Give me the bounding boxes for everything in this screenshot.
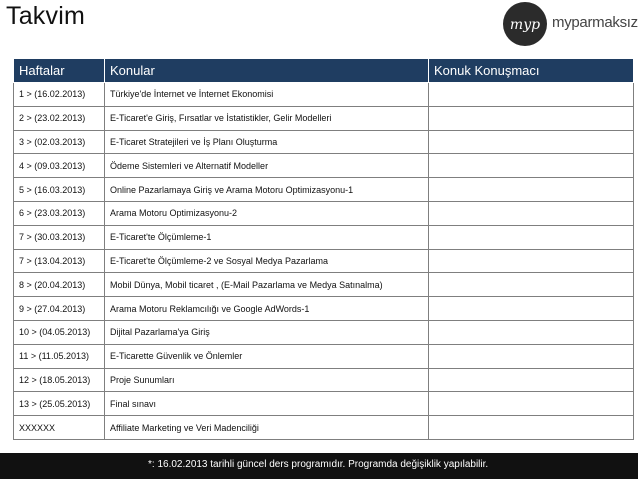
topic-cell: Ödeme Sistemleri ve Alternatif Modeller [105, 154, 429, 178]
topic-cell: Mobil Dünya, Mobil ticaret , (E-Mail Pazarlama ve Medya Satınalma) [105, 273, 429, 297]
guest-cell [429, 201, 634, 225]
guest-cell [429, 416, 634, 440]
week-cell: 4 > (09.03.2013) [14, 154, 105, 178]
page-title: Takvim [6, 2, 85, 30]
guest-cell [429, 130, 634, 154]
guest-cell [429, 225, 634, 249]
table-row [14, 368, 634, 392]
week-cell: 2 > (23.02.2013) [14, 106, 105, 130]
column-header-weeks: Haftalar [14, 59, 105, 83]
week-cell: 9 > (27.04.2013) [14, 297, 105, 321]
table-row [14, 416, 634, 440]
topic-cell: Arama Motoru Optimizasyonu-2 [105, 201, 429, 225]
week-cell: 6 > (23.03.2013) [14, 201, 105, 225]
table-row [14, 344, 634, 368]
topic-cell: Affiliate Marketing ve Veri Madenciliği [105, 416, 429, 440]
week-cell: 7 > (30.03.2013) [14, 225, 105, 249]
guest-cell [429, 368, 634, 392]
guest-cell [429, 178, 634, 202]
guest-cell [429, 249, 634, 273]
brand-logo [500, 0, 638, 48]
week-cell: 7 > (13.04.2013) [14, 249, 105, 273]
guest-cell [429, 83, 634, 107]
topic-cell: E-Ticarette Güvenlik ve Önlemler [105, 344, 429, 368]
week-cell: 5 > (16.03.2013) [14, 178, 105, 202]
guest-cell [429, 344, 634, 368]
table-row [14, 178, 634, 202]
table-row [14, 154, 634, 178]
table-row [14, 201, 634, 225]
table-header-row [14, 59, 634, 83]
table-row [14, 297, 634, 321]
logo-text: myparmaksız [552, 14, 638, 31]
table-row [14, 320, 634, 344]
column-header-guest-speaker: Konuk Konuşmacı [429, 59, 634, 83]
topic-cell: E-Ticaret Stratejileri ve İş Planı Oluşturma [105, 130, 429, 154]
guest-cell [429, 154, 634, 178]
topic-cell: Türkiye'de İnternet ve İnternet Ekonomisi [105, 83, 429, 107]
schedule-table [13, 58, 633, 437]
logo-mark-icon [503, 2, 547, 46]
table-row [14, 106, 634, 130]
week-cell: 10 > (04.05.2013) [14, 320, 105, 344]
guest-cell [429, 273, 634, 297]
guest-cell [429, 297, 634, 321]
topic-cell: E-Ticaret'te Ölçümleme-2 ve Sosyal Medya Pazarlama [105, 249, 429, 273]
topic-cell: Proje Sunumları [105, 368, 429, 392]
topic-cell: Online Pazarlamaya Giriş ve Arama Motoru Optimizasyonu-1 [105, 178, 429, 202]
guest-cell [429, 392, 634, 416]
topic-cell: Final sınavı [105, 392, 429, 416]
table-row [14, 249, 634, 273]
topic-cell: E-Ticaret'te Ölçümleme-1 [105, 225, 429, 249]
guest-cell [429, 320, 634, 344]
table-row [14, 83, 634, 107]
table-row [14, 273, 634, 297]
topic-cell: Dijital Pazarlama'ya Giriş [105, 320, 429, 344]
table-row [14, 130, 634, 154]
table-row [14, 225, 634, 249]
table-row [14, 392, 634, 416]
week-cell: 11 > (11.05.2013) [14, 344, 105, 368]
topic-cell: Arama Motoru Reklamcılığı ve Google AdWords-1 [105, 297, 429, 321]
week-cell: XXXXXX [14, 416, 105, 440]
footer-note: *: 16.02.2013 tarihli güncel ders programıdır. Programda değişiklik yapılabilir. [148, 459, 489, 470]
logo-mark-text: myp [509, 17, 541, 33]
week-cell: 3 > (02.03.2013) [14, 130, 105, 154]
week-cell: 13 > (25.05.2013) [14, 392, 105, 416]
topic-cell: E-Ticaret'e Giriş, Fırsatlar ve İstatistikler, Gelir Modelleri [105, 106, 429, 130]
week-cell: 8 > (20.04.2013) [14, 273, 105, 297]
week-cell: 1 > (16.02.2013) [14, 83, 105, 107]
column-header-topics: Konular [105, 59, 429, 83]
week-cell: 12 > (18.05.2013) [14, 368, 105, 392]
guest-cell [429, 106, 634, 130]
footer-bar [0, 453, 638, 479]
